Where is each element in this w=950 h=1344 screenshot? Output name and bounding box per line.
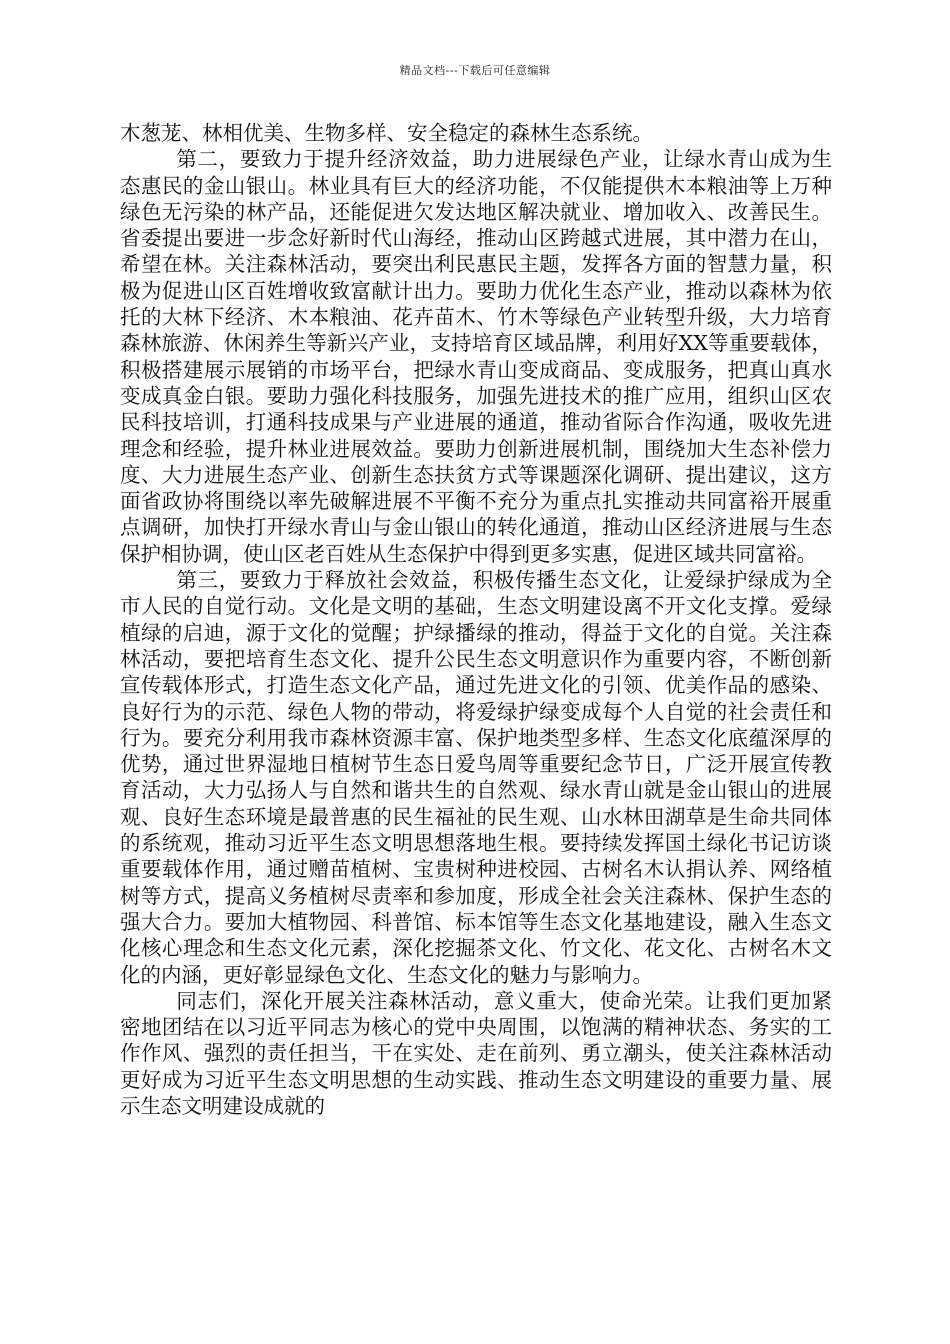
paragraph-closing: 同志们，深化开展关注森林活动，意义重大，使命光荣。让我们更加紧密地团结在以习近平同志为核心的党中央周围，以饱满的精神状态、务实的工作作风、强烈的责任担当，干在实处、走在前列、勇立潮头，使关注森林活动更好成为习近平生态文明思想的生动实践、推动生态文明建设的重要力量、展示生态文明建设成就的 — [120, 988, 832, 1118]
paragraph-continuation: 木葱茏、林相优美、生物多样、安全稳定的森林生态系统。 — [120, 121, 653, 145]
page-header: 精品文档---下载后可任意编辑 — [399, 64, 551, 77]
paragraph-third-point: 第三，要致力于释放社会效益，积极传播生态文化，让爱绿护绿成为全市人民的自觉行动。文化是文明的基础，生态文明建设离不开文化支撑。爱绿植绿的启迪，源于文化的觉醒；护绿播绿的推动，得益于文化的自觉。关注森林活动，要把培育生态文化、提升公民生态文明意识作为重要内容，不断创新宣传载体形式，打造生态文化产品，通过先进文化的引领、优美作品的感染、良好行为的示范、绿色人物的带动，将爱绿护绿变成每个人自觉的社会责任和行为。要充分利用我市森林资源丰富、保护地类型多样、生态文化底蕴深厚的优势，通过世界湿地日植树节生态日爱鸟周等重要纪念节日，广泛开展宣传教育活动，大力弘扬人与自然和谐共生的自然观、绿水青山就是金山银山的进展观、良好生态环境是最普惠的民生福祉的民生观、山水林田湖草是生命共同体的系统观，推动习近平生态文明思想落地生根。要持续发挥国土绿化书记访谈重要载体作用，通过赠苗植树、宝贵树种进校园、古树名木认捐认养、网络植树等方式，提高义务植树尽责率和参加度，形成全社会关注森林、保护生态的强大合力。要加大植物园、科普馆、标本馆等生态文化基地建设，融入生态文化核心理念和生态文化元素，深化挖掘茶文化、竹文化、花文化、古树名木文化的内涵，更好彰显绿色文化、生态文化的魅力与影响力。 — [120, 568, 832, 987]
document-body — [120, 120, 832, 1119]
paragraph-second-point: 第二，要致力于提升经济效益，助力进展绿色产业，让绿水青山成为生态惠民的金山银山。林业具有巨大的经济功能，不仅能提供木本粮油等上万种绿色无污染的林产品，还能促进欠发达地区解决就业、增加收入、改善民生。省委提出要进一步念好新时代山海经，推动山区跨越式进展，其中潜力在山，希望在林。关注森林活动，要突出利民惠民主题，发挥各方面的智慧力量，积极为促进山区百姓增收致富献计出力。要助力优化生态产业，推动以森林为依托的大林下经济、木本粮油、花卉苗木、竹木等绿色产业转型升级，大力培育森林旅游、休闲养生等新兴产业，支持培育区域品牌，利用好XX等重要载体，积极搭建展示展销的市场平台，把绿水青山变成商品、变成服务，把真山真水变成真金白银。要助力强化科技服务，加强先进技术的推广应用，组织山区农民科技培训，打通科技成果与产业进展的通道，推动省际合作沟通，吸收先进理念和经验，提升林业进展效益。要助力创新进展机制，围绕加大生态补偿力度、大力进展生态产业、创新生态扶贫方式等课题深化调研、提出建议，这方面省政协将围绕以率先破解进展不平衡不充分为重点扎实推动共同富裕开展重点调研，加快打开绿水青山与金山银山的转化通道，推动山区经济进展与生态保护相协调，使山区老百姓从生态保护中得到更多实惠，促进区域共同富裕。 — [120, 147, 832, 566]
